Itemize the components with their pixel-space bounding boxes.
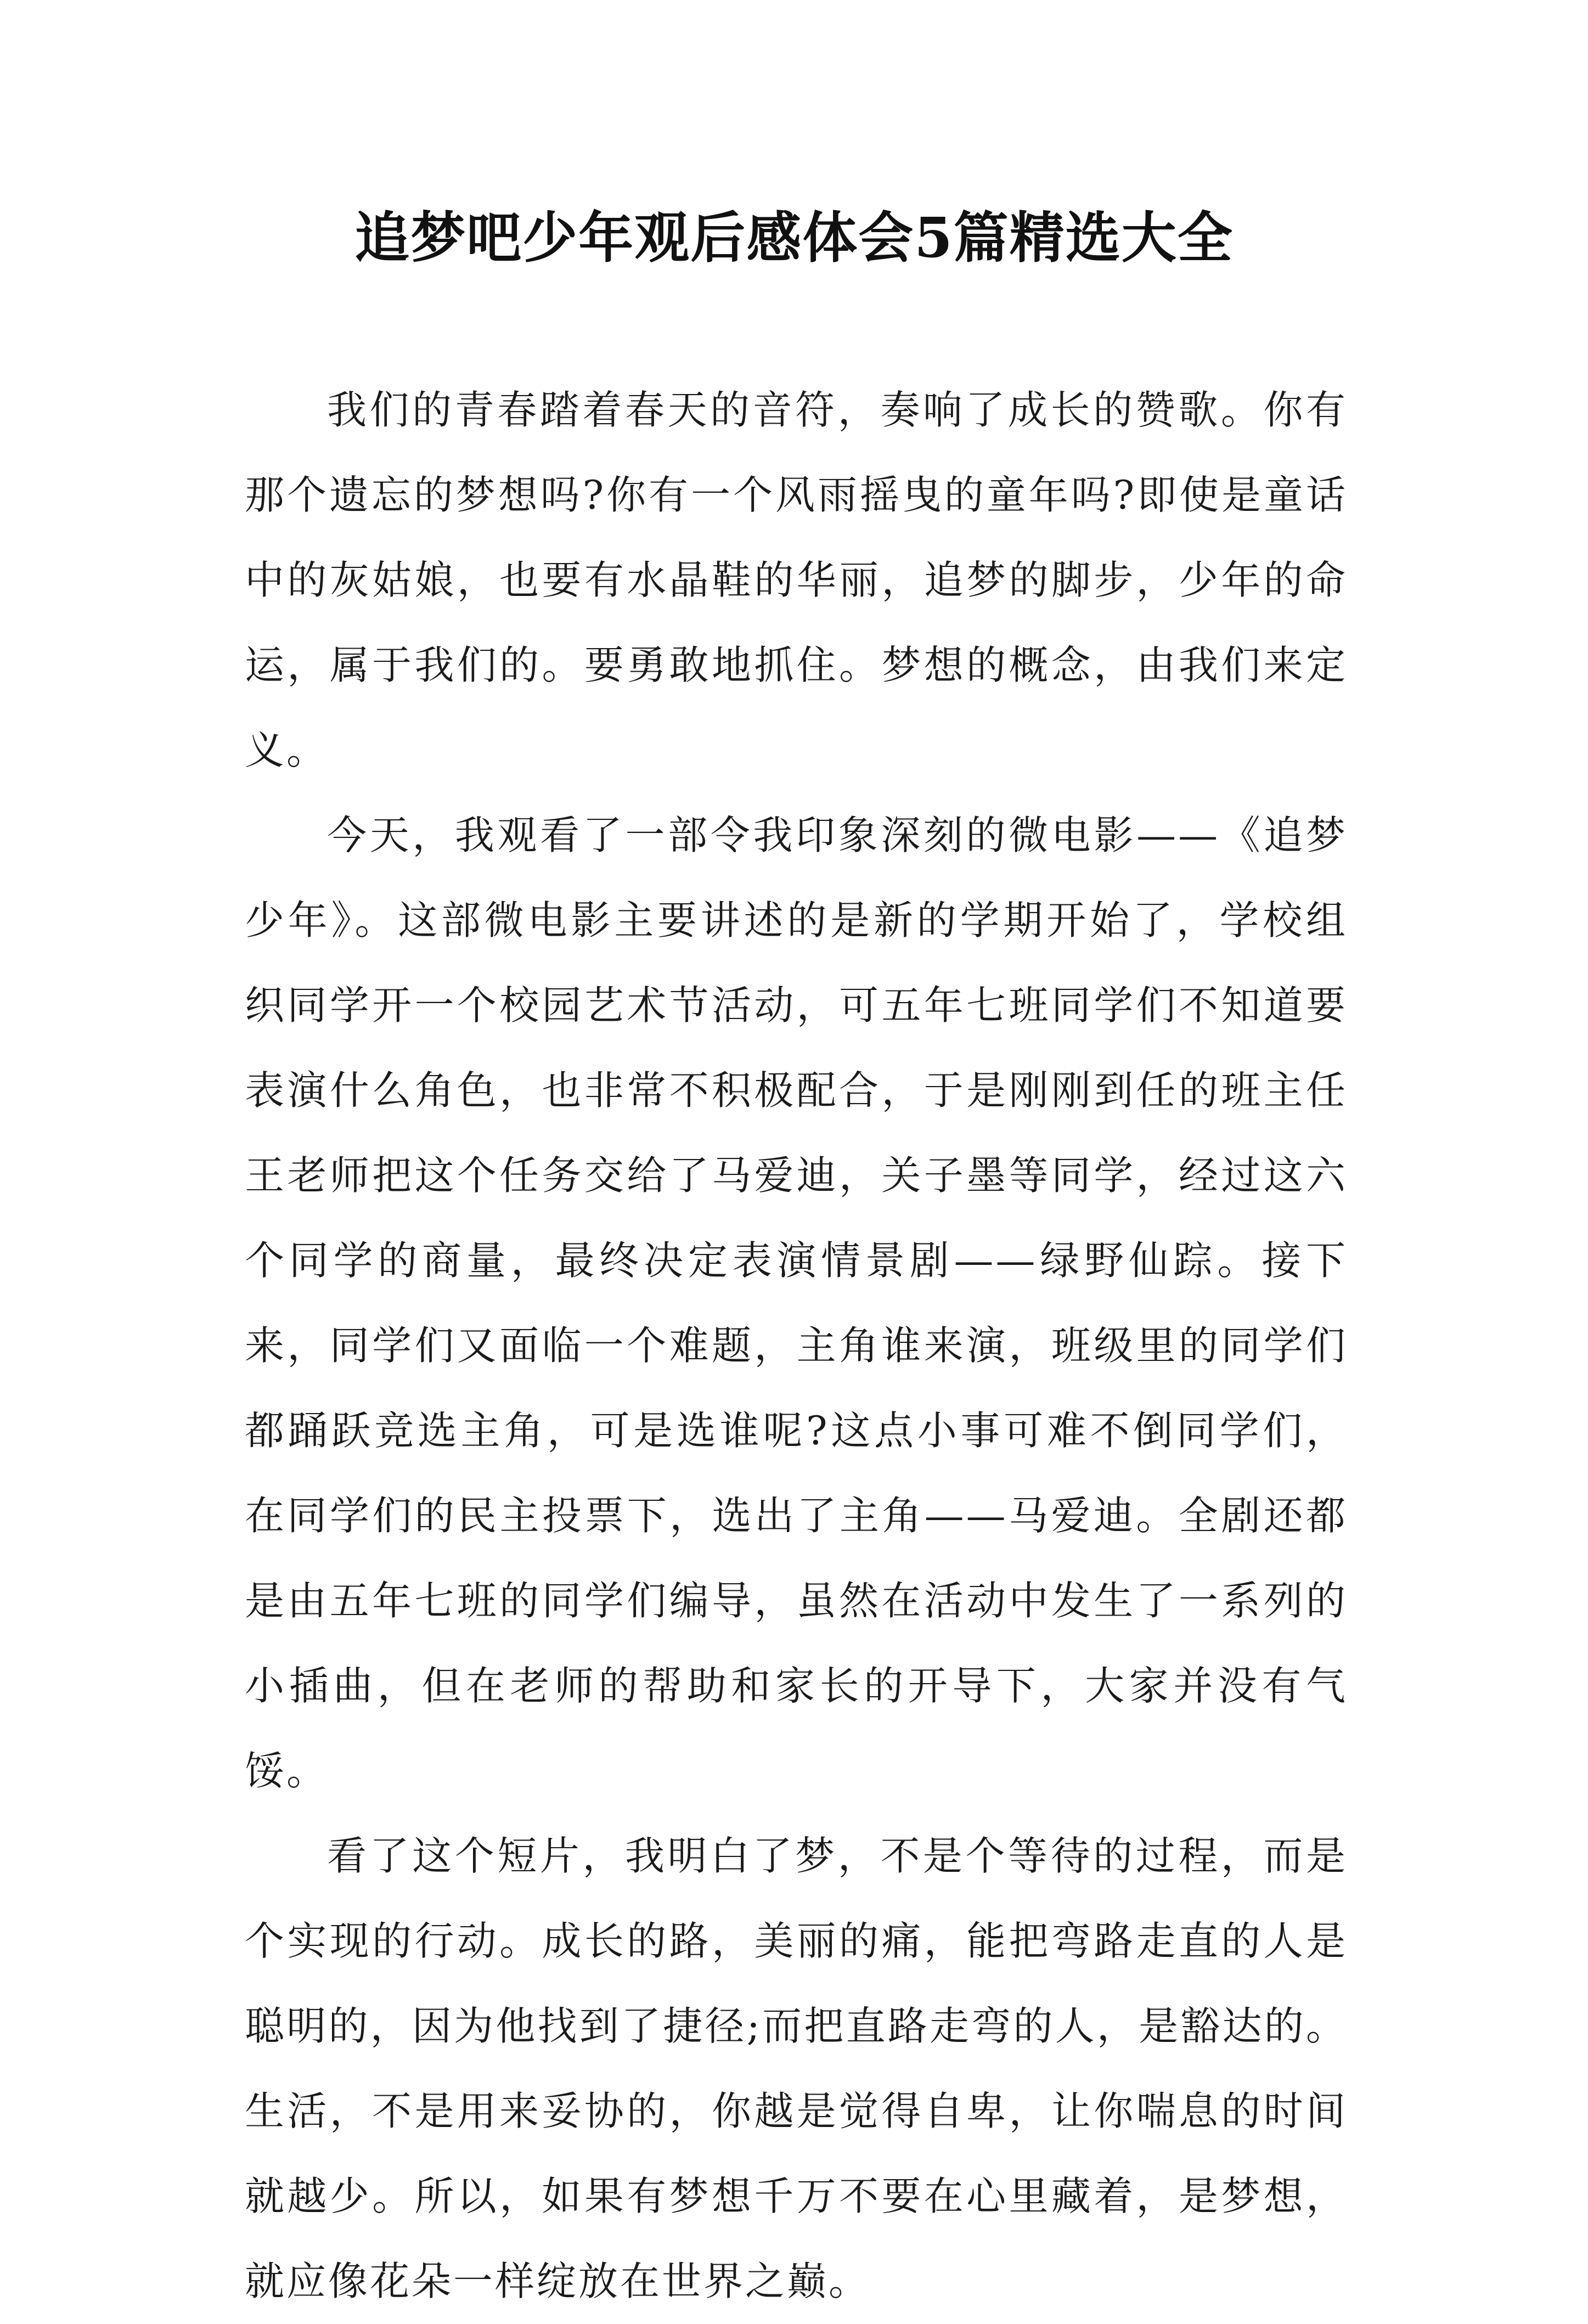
- document-body: [245, 368, 1348, 2324]
- paragraph: 今天，我观看了一部令我印象深刻的微电影——《追梦少年》。这部微电影主要讲述的是新的学期开始了，学校组织同学开一个校园艺术节活动，可五年七班同学们不知道要表演什么角色，也非常不积极配合，于是刚刚到任的班主任王老师把这个任务交给了马爱迪，关子墨等同学，经过这六个同学的商量，最终决定表演情景剧——绿野仙踪。接下来，同学们又面临一个难题，主角谁来演，班级里的同学们都踊跃竞选主角，可是选谁呢?这点小事可难不倒同学们，在同学们的民主投票下，选出了主角——马爱迪。全剧还都是由五年七班的同学们编导，虽然在活动中发生了一系列的小插曲，但在老师的帮助和家长的开导下，大家并没有气馁。: [245, 812, 1348, 1794]
- paragraph: 我们的青春踏着春天的音符，奏响了成长的赞歌。你有那个遗忘的梦想吗?你有一个风雨摇曳的童年吗?即使是童话中的灰姑娘，也要有水晶鞋的华丽，追梦的脚步，少年的命运，属于我们的。要勇敢地抓住。梦想的概念，由我们来定义。: [245, 387, 1348, 773]
- paragraph: 看了这个短片，我明白了梦，不是个等待的过程，而是个实现的行动。成长的路，美丽的痛，能把弯路走直的人是聪明的，因为他找到了捷径;而把直路走弯的人，是豁达的。生活，不是用来妥协的，你越是觉得自卑，让你喘息的时间就越少。所以，如果有梦想千万不要在心里藏着，是梦想，就应像花朵一样绽放在世界之巅。: [245, 1833, 1348, 2304]
- document-title: 追梦吧少年观后感体会5篇精选大全: [354, 205, 1234, 270]
